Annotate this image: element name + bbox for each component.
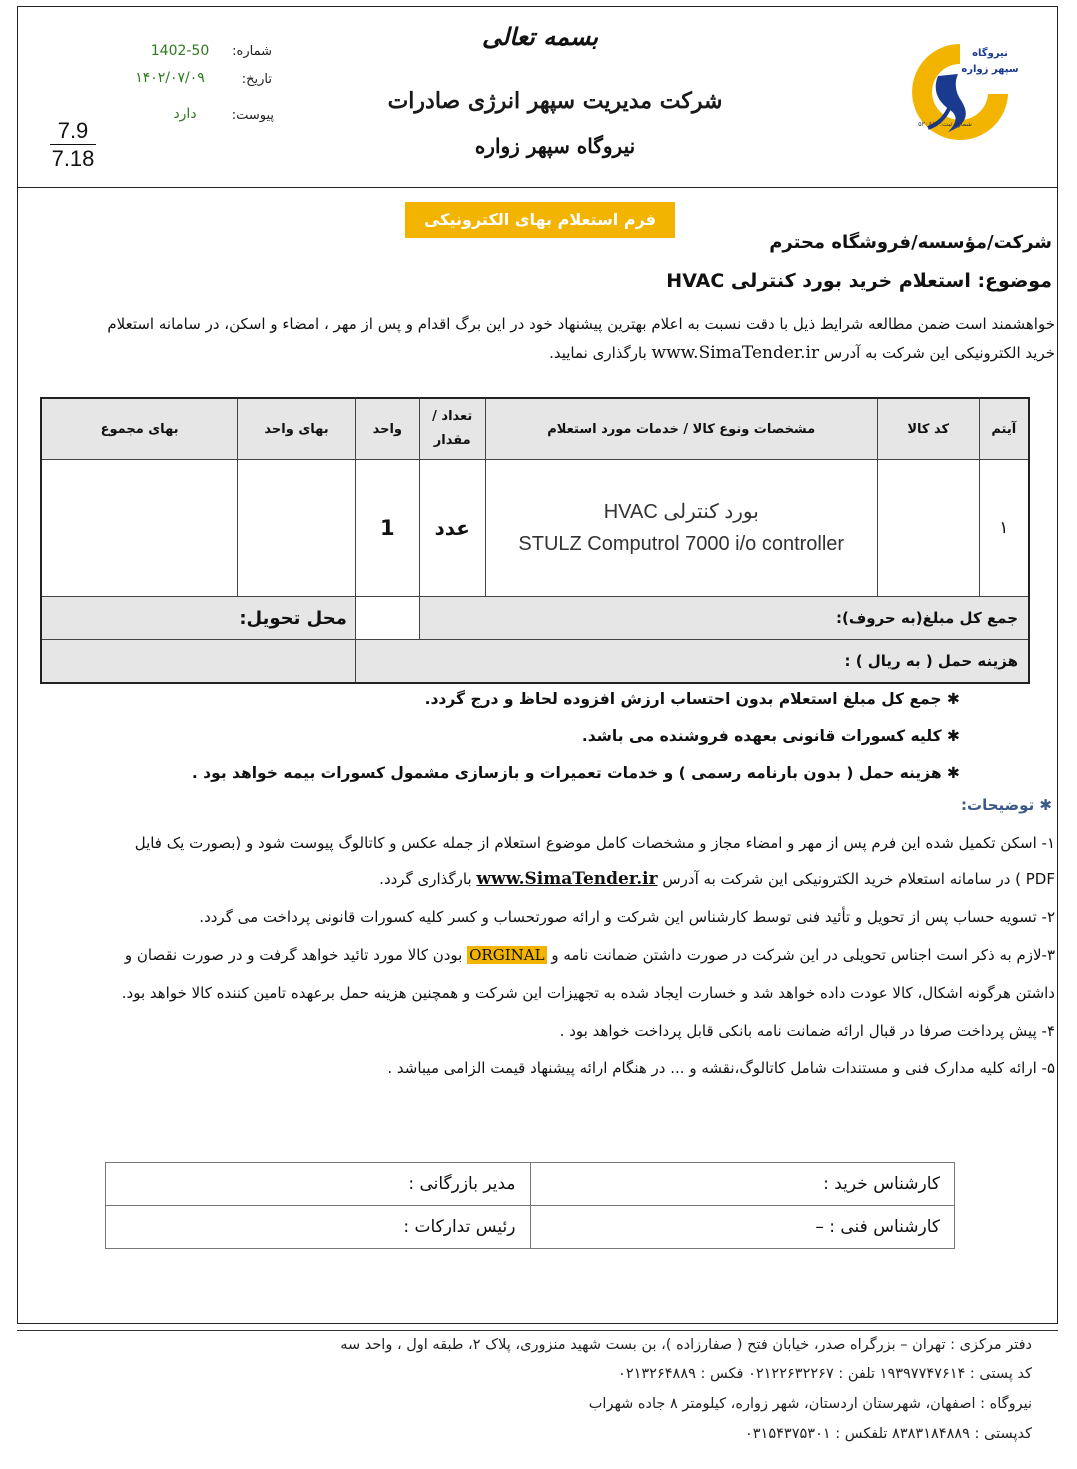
commerce-manager-label: مدیر بازرگانی : <box>106 1163 531 1206</box>
procurement-head-label: رئیس تدارکات : <box>106 1206 531 1249</box>
note-text: هزینه حمل ( بدون بارنامه رسمی ) و خدمات تعمیرات و بازسازی مشمول کسورات بیمه خواهد بود . <box>191 764 942 782</box>
footer-divider <box>17 1330 1058 1331</box>
intro-line-2 <box>20 339 1055 368</box>
col-item: آیتم <box>979 398 1029 460</box>
sima-tender-link-2[interactable]: www.SimaTender.ir <box>476 869 658 889</box>
plant-name: نیروگاه سپهر زواره <box>474 134 636 158</box>
intro-text-pre: خرید الکترونیکی این شرکت به آدرس <box>823 344 1055 362</box>
desc-bullet: ✱ <box>1034 796 1052 814</box>
table-row <box>41 460 1029 597</box>
ref-numerator: 7.9 <box>50 118 96 145</box>
spec-line-2: STULZ Computrol 7000 i/o controller <box>518 533 845 555</box>
desc-4: ۴- پیش پرداخت صرفا در قبال ارائه ضمانت نامه بانکی قابل پرداخت خواهد بود . <box>559 1022 1055 1040</box>
descriptions-title-text: توضیحات: <box>961 796 1035 814</box>
number-value: 1402-50 <box>150 43 210 59</box>
desc-1-post: بارگذاری گردد. <box>379 870 472 888</box>
desc-3-line-1 <box>20 940 1055 971</box>
cell-total-price <box>41 460 238 597</box>
cell-code <box>877 460 979 597</box>
cell-qty: عدد <box>419 460 485 597</box>
col-unit: واحد <box>355 398 419 460</box>
desc-1-line-2 <box>20 864 1055 895</box>
ref-denominator: 7.18 <box>51 146 95 171</box>
desc-2: ۲- تسویه حساب پس از تحویل و تأئید فنی توسط کارشناس این شرکت و ارائه صورتحساب و کسر کلیه کسورات قانونی پرداخت می گردد. <box>199 908 1055 926</box>
cell-item: ۱ <box>979 460 1029 597</box>
col-unit-price: بهای واحد <box>238 398 356 460</box>
note-2 <box>100 727 960 745</box>
desc-5: ۵- ارائه کلیه مدارک فنی و مستندات شامل کاتالوگ،نقشه و ... در هنگام ارائه پیشنهاد قیمت الزامی میباشد . <box>387 1059 1055 1077</box>
subject: موضوع: استعلام خرید بورد کنترلی HVAC <box>666 270 1052 292</box>
table-header-row <box>41 398 1029 460</box>
intro-line-1: خواهشمند است ضمن مطالعه شرایط ذیل با دقت نسبت به اعلام بهترین پیشنهاد خود در این برگ اقدام و پس از مهر ، امضاء و اسکن، در سامانه استعلام <box>107 315 1055 333</box>
desc-1-pre: PDF ) در سامانه استعلام خرید الکترونیکی این شرکت به آدرس <box>662 870 1055 888</box>
buy-expert-label: کارشناس خرید : <box>530 1163 955 1206</box>
logo-text-2: سپهر زواره <box>961 64 1019 75</box>
col-spec: مشخصات ونوع کالا / خدمات مورد استعلام <box>485 398 877 460</box>
note-1 <box>100 690 960 708</box>
cell-unit-price <box>238 460 356 597</box>
tech-expert-label: کارشناس فنی : – <box>530 1206 955 1249</box>
attachment-value: دارد <box>173 106 197 122</box>
cell-unit: 1 <box>355 460 419 597</box>
shipping-label: هزینه حمل ( به ریال ) : <box>355 640 1029 684</box>
basmala: بسمه تعالی <box>481 22 599 51</box>
shipping-row <box>41 640 1029 684</box>
items-table <box>40 397 1030 684</box>
note-text: جمع کل مبلغ استعلام بدون احتساب ارزش افزوده لحاظ و درج گردد. <box>424 690 942 708</box>
desc-3-pre: ۳-لازم به ذکر است اجناس تحویلی در این شرکت در صورت داشتن ضمانت نامه و <box>551 946 1055 964</box>
date-value: ۱۴۰۲/۰۷/۰۹ <box>135 70 205 86</box>
logo-text-1: نیروگاه <box>972 48 1008 59</box>
signature-table <box>105 1162 955 1249</box>
note-3 <box>100 764 960 782</box>
salutation: شرکت/مؤسسه/فروشگاه محترم <box>769 232 1052 253</box>
form-title-banner: فرم استعلام بهای الکترونیکی <box>405 202 675 238</box>
shipping-value <box>41 640 355 684</box>
note-text: کلیه کسورات قانونی بعهده فروشنده می باشد. <box>581 727 942 745</box>
header-divider <box>17 187 1058 188</box>
col-total-price: بهای مجموع <box>41 398 238 460</box>
col-qty <box>419 398 485 460</box>
note-bullet: ✱ <box>941 727 960 745</box>
note-bullet: ✱ <box>941 690 960 708</box>
date-label: تاریخ: <box>241 72 272 87</box>
footer-plant-address: نیروگاه : اصفهان، شهرستان اردستان، شهر زواره، کیلومتر ۸ جاده شهراب <box>588 1396 1032 1412</box>
sum-row <box>41 597 1029 640</box>
cell-spec <box>485 460 877 597</box>
company-logo <box>900 36 1020 146</box>
original-highlight: ORGINAL <box>469 946 545 964</box>
number-label: شماره: <box>232 44 272 59</box>
footer-office: دفتر مرکزی : تهران – بزرگراه صدر، خیابان فتح ( صفارزاده )، بن بست شهید منزوری، پلاک ۲، طبقه اول ، واحد سه <box>340 1337 1032 1353</box>
desc-3-post: بودن کالا مورد تائید خواهد گرفت و در صورت نقصان و <box>124 946 463 964</box>
signature-row-1 <box>106 1163 955 1206</box>
spec-line-1: بورد کنترلی HVAC <box>603 501 759 523</box>
col-code: کد کالا <box>877 398 979 460</box>
footer-plant-contact: کدپستی : ۸۳۸۳۱۸۴۸۸۹ تلفکس : ۰۳۱۵۴۳۷۵۳۰۱ <box>744 1426 1032 1442</box>
desc-3-line-2: داشتن هرگونه اشکال، کالا عودت داده خواهد شد و خسارت ایجاد شده به تجهیزات این شرکت و همچنین هزینه حمل برعهده تامین کننده کالا خواهد بود. <box>121 984 1055 1002</box>
desc-1-line-1: ۱- اسکن تکمیل شده این فرم پس از مهر و امضاء مجاز و مشخصات کامل موضوع استعلام از جمله عکس و کاتالوگ پیوست شود و (بصورت یک فایل <box>134 834 1055 852</box>
sima-tender-link[interactable]: www.SimaTender.ir <box>651 343 820 363</box>
sum-words-label: جمع کل مبلغ(به حروف): <box>419 597 1029 640</box>
sum-words-value <box>355 597 419 640</box>
company-name: شرکت مدیریت سپهر انرژی صادرات <box>387 88 723 114</box>
attachment-label: پیوست: <box>231 108 274 123</box>
descriptions-title <box>900 796 1052 814</box>
col-qty-label: تعداد / مقدار <box>432 409 473 448</box>
footer-contact: کد پستی : ۱۹۳۹۷۷۴۷۶۱۴ تلفن : ۰۲۱۲۲۶۳۲۲۶۷ فکس : ۰۲۱۳۲۶۴۸۸۹ <box>618 1366 1032 1382</box>
signature-row-2 <box>106 1206 955 1249</box>
note-bullet: ✱ <box>941 764 960 782</box>
logo-reg-number: شماره ثبت: ۵۲۰۶/۹ <box>918 120 972 128</box>
intro-text-post: بارگذاری نمایید. <box>549 344 647 362</box>
delivery-label: محل تحویل: <box>41 597 355 640</box>
